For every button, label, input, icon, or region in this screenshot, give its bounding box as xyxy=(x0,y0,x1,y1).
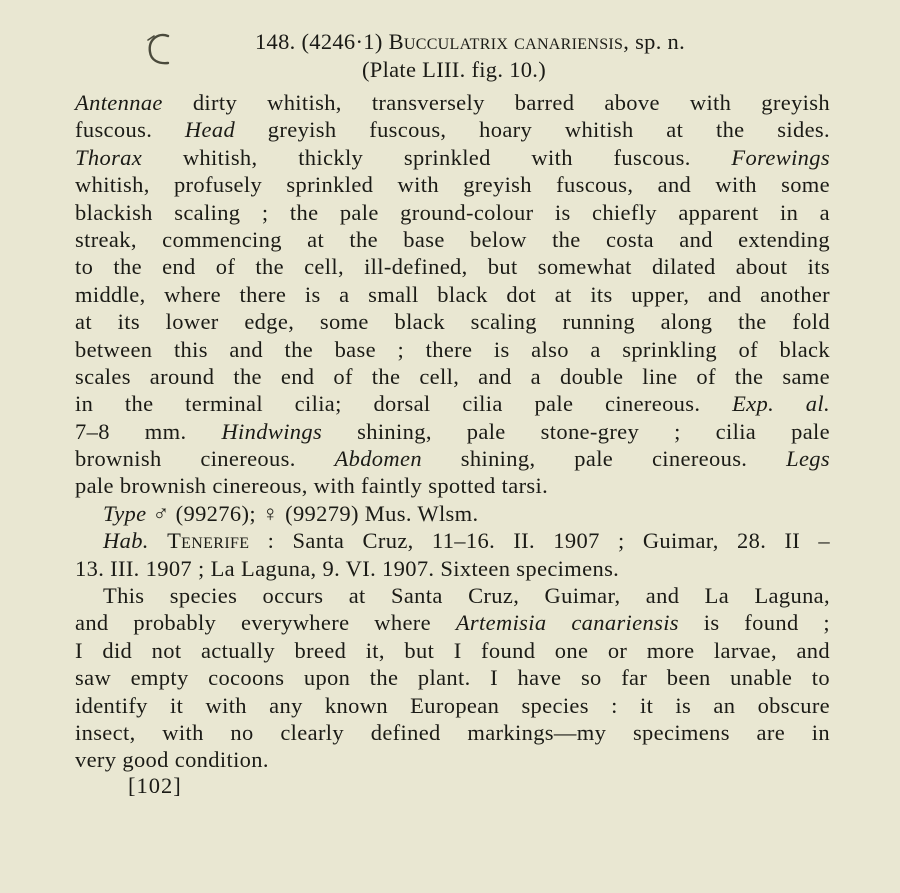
text-run: 13. III. 1907 ; La Laguna, 9. VI. 1907. Sixteen specimens. xyxy=(75,555,620,581)
text-line xyxy=(75,445,830,472)
text-run: to the end of the cell, ill-defined, but somewhat dilated about its xyxy=(75,254,830,280)
text-run: I did not actually breed it, but I found one or more larvae, and xyxy=(75,637,830,663)
text-run: shining, pale cinereous. xyxy=(421,446,787,472)
text-run xyxy=(149,528,167,553)
species-name: Bucculatrix canariensis xyxy=(388,29,624,54)
text-run: at its lower edge, some black scaling running along the fold xyxy=(75,309,830,335)
italic-term: Forewings xyxy=(731,144,830,170)
text-line xyxy=(75,500,830,527)
text-run: insect, with no clearly defined markings—my specimens are in xyxy=(75,719,830,745)
text-line xyxy=(75,719,830,746)
text-run: identify it with any known European species : it is an obscure xyxy=(75,692,830,718)
italic-term: Hindwings xyxy=(221,418,323,444)
species-number: 148. xyxy=(254,29,296,54)
page-folio: [102] xyxy=(128,773,182,798)
text-line xyxy=(75,664,830,691)
text-line xyxy=(75,199,830,226)
text-line xyxy=(75,336,830,363)
text-line xyxy=(75,637,830,664)
text-line xyxy=(75,692,830,719)
text-run: and probably everywhere where xyxy=(75,610,456,636)
italic-term: Hab. xyxy=(103,528,149,554)
catalogue-number: (4246·1) xyxy=(301,29,383,54)
text-run: shining, pale stone-grey ; cilia pale xyxy=(322,418,830,444)
text-run: dirty whitish, transversely barred above with greyish xyxy=(162,90,830,115)
italic-term: Head xyxy=(184,117,236,143)
text-line xyxy=(75,308,830,335)
text-line xyxy=(75,226,830,253)
italic-term: Antennae xyxy=(75,90,163,115)
text-run: ♂ (99276); ♀ (99279) Mus. Wlsm. xyxy=(146,500,479,526)
text-line xyxy=(75,171,830,198)
text-line xyxy=(75,746,830,773)
italic-term: Exp. al. xyxy=(732,391,830,417)
text-run: : Santa Cruz, 11–16. II. 1907 ; Guimar, 28. II – xyxy=(249,528,830,554)
italic-term: Abdomen xyxy=(334,446,422,472)
text-line xyxy=(75,281,830,308)
species-heading xyxy=(0,28,900,56)
text-line xyxy=(75,363,830,390)
text-run: middle, where there is a small black dot at its upper, and another xyxy=(75,281,830,307)
plate-reference: (Plate LIII. fig. 10.) xyxy=(361,57,547,82)
text-run: whitish, profusely sprinkled with greyish fuscous, and with some xyxy=(75,172,830,198)
text-line xyxy=(75,253,830,280)
text-line xyxy=(75,144,830,171)
text-run: is found ; xyxy=(678,610,830,636)
text-run: pale brownish cinereous, with faintly spotted tarsi. xyxy=(75,473,549,499)
text-run: greyish fuscous, hoary whitish at the sides. xyxy=(235,117,830,143)
text-line xyxy=(75,609,830,636)
text-run: blackish scaling ; the pale ground-colour is chiefly apparent in a xyxy=(75,199,830,225)
species-status: , sp. n. xyxy=(623,29,686,54)
text-run: fuscous. xyxy=(75,117,185,143)
text-run: very good condition. xyxy=(75,747,269,773)
text-run: saw empty cocoons upon the plant. I have so far been unable to xyxy=(75,665,830,691)
text-run: brownish cinereous. xyxy=(75,446,335,472)
text-line xyxy=(75,527,830,554)
text-line xyxy=(75,390,830,417)
text-line xyxy=(75,555,830,582)
text-line xyxy=(75,89,830,116)
text-line xyxy=(75,582,830,609)
text-run: whitish, thickly sprinkled with fuscous. xyxy=(142,144,732,170)
text-run: in the terminal cilia; dorsal cilia pale cinereous. xyxy=(75,391,733,417)
text-line xyxy=(75,116,830,143)
text-run: streak, commencing at the base below the costa and extending xyxy=(75,226,830,252)
italic-term: Thorax xyxy=(75,144,143,170)
text-line xyxy=(75,472,830,499)
text-run: 7–8 mm. xyxy=(75,418,222,444)
text-line xyxy=(75,418,830,445)
text-run: scales around the end of the cell, and a double line of the same xyxy=(75,363,830,389)
italic-term: Artemisia canariensis xyxy=(455,610,679,636)
text-run: between this and the base ; there is also a sprinkling of black xyxy=(75,336,830,362)
italic-term: Type xyxy=(103,500,147,526)
small-caps-term: Tenerife xyxy=(167,528,250,554)
species-description xyxy=(75,89,830,774)
text-run: This species occurs at Santa Cruz, Guimar, and La Laguna, xyxy=(103,583,830,609)
italic-term: Legs xyxy=(786,446,830,472)
